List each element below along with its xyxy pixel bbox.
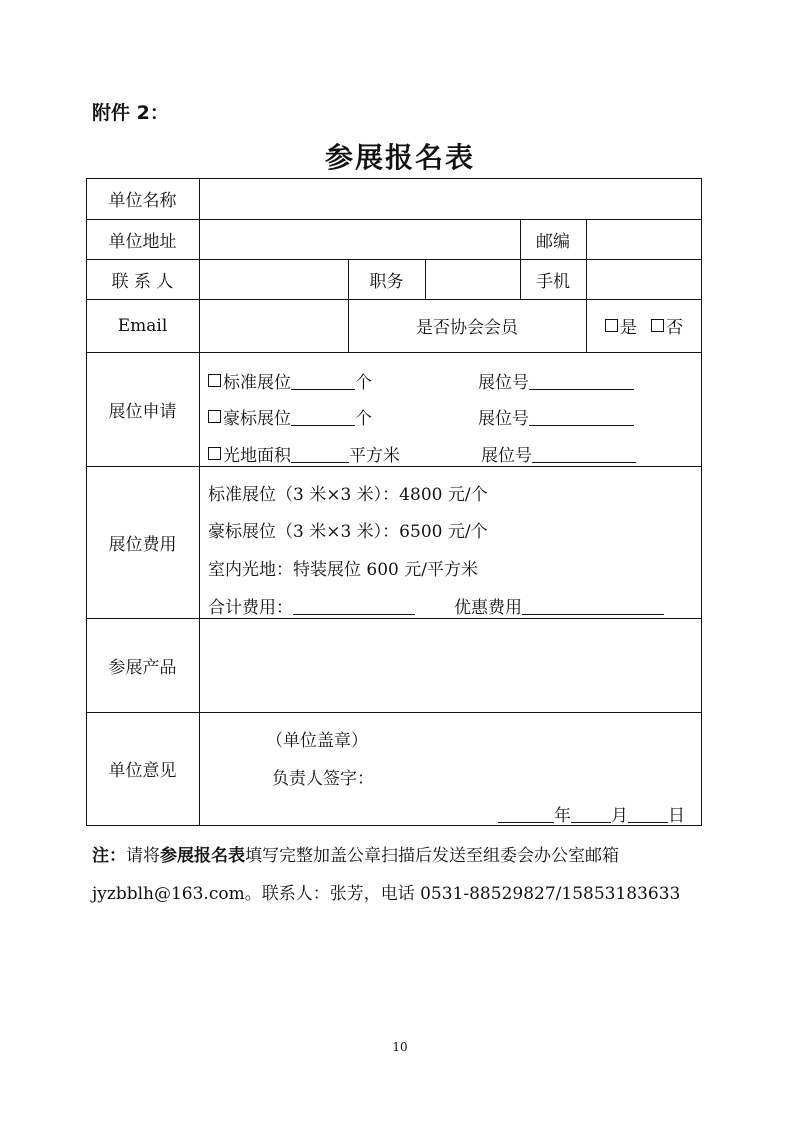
attachment-label: 附件 2： — [92, 102, 169, 124]
member-yes-label: 是 — [620, 318, 637, 338]
postcode-label: 邮编 — [536, 231, 570, 252]
email-field[interactable] — [200, 300, 347, 351]
unit-name-label: 单位名称 — [108, 191, 177, 211]
discount-row — [454, 593, 664, 618]
checkbox-icon[interactable] — [605, 319, 618, 332]
page-number: 10 — [392, 1040, 408, 1054]
booth-number-row — [481, 441, 636, 466]
exhibit-products-label: 参展产品 — [108, 657, 177, 678]
unit-address-label: 单位地址 — [108, 231, 177, 252]
booth-fee-label: 展位费用 — [108, 534, 177, 555]
booth-row-raw-space — [208, 441, 400, 466]
booth-number-row — [478, 368, 634, 393]
fee-line-deluxe: 豪标展位（3 米×3 米）：6500 元/个 — [208, 522, 488, 542]
checkbox-icon[interactable] — [208, 447, 221, 460]
unit-address-field[interactable] — [200, 220, 519, 258]
fee-line-raw-space: 室内光地：特装展位 600 元/平方米 — [208, 560, 478, 580]
note-form-name: 参展报名表 — [160, 846, 245, 866]
booth-number-label: 展位号 — [478, 409, 529, 429]
day-blank[interactable] — [628, 804, 668, 823]
booth-unit-label: 个 — [355, 409, 372, 429]
registration-form-table — [86, 178, 702, 826]
booth-apply-label: 展位申请 — [108, 401, 177, 422]
booth-row-standard — [208, 368, 372, 393]
mobile-field[interactable] — [587, 260, 700, 298]
postcode-field[interactable] — [587, 220, 700, 258]
checkbox-icon[interactable] — [208, 410, 221, 423]
booth-number-label: 展位号 — [478, 373, 529, 393]
booth-type-label: 标准展位 — [223, 373, 291, 393]
booth-area-blank[interactable] — [291, 444, 349, 463]
fee-total-row — [208, 593, 415, 618]
position-field[interactable] — [426, 260, 519, 298]
month-label: 月 — [611, 806, 628, 826]
booth-number-blank[interactable] — [529, 371, 634, 390]
booth-type-label: 豪标展位 — [223, 409, 291, 429]
day-label: 日 — [668, 806, 685, 826]
booth-unit-label: 个 — [355, 373, 372, 393]
member-question: 是否协会会员 — [416, 318, 518, 338]
exhibit-products-field[interactable] — [200, 619, 700, 711]
booth-number-blank[interactable] — [532, 444, 636, 463]
table-border-right — [701, 178, 702, 826]
note-line-2: jyzbblh@163.com。联系人：张芳，电话 0531-88529827/15853183633 — [92, 884, 681, 904]
checkbox-icon[interactable] — [651, 319, 664, 332]
checkbox-icon[interactable] — [208, 374, 221, 387]
booth-unit-label: 平方米 — [349, 446, 400, 466]
booth-number-blank[interactable] — [529, 407, 634, 426]
booth-number-row — [478, 404, 634, 429]
year-label: 年 — [554, 806, 571, 826]
month-blank[interactable] — [571, 804, 611, 823]
email-label: Email — [117, 315, 168, 336]
booth-count-blank[interactable] — [291, 371, 355, 390]
booth-number-label: 展位号 — [481, 446, 532, 466]
total-fee-blank[interactable] — [293, 596, 415, 615]
member-no-option[interactable] — [651, 313, 683, 338]
contact-person-label: 联 系 人 — [111, 271, 174, 292]
note-text: 请将 — [126, 846, 160, 866]
signature-label: 负责人签字： — [272, 769, 374, 789]
booth-row-deluxe — [208, 404, 372, 429]
seal-text: （单位盖章） — [266, 731, 368, 751]
member-options — [586, 299, 702, 352]
form-title: 参展报名表 — [324, 141, 475, 174]
unit-opinion-label: 单位意见 — [108, 761, 177, 781]
position-label: 职务 — [369, 271, 404, 292]
booth-count-blank[interactable] — [291, 407, 355, 426]
member-no-label: 否 — [666, 318, 683, 338]
booth-type-label: 光地面积 — [223, 446, 291, 466]
unit-name-field[interactable] — [200, 179, 700, 218]
contact-person-field[interactable] — [200, 260, 347, 298]
discount-fee-label: 优惠费用 — [454, 598, 522, 618]
date-row — [498, 801, 685, 826]
note-prefix: 注： — [92, 846, 126, 866]
mobile-label: 手机 — [536, 271, 570, 292]
discount-fee-blank[interactable] — [522, 596, 664, 615]
member-yes-option[interactable] — [605, 313, 637, 338]
fee-line-standard: 标准展位（3 米×3 米）：4800 元/个 — [208, 485, 488, 505]
year-blank[interactable] — [498, 804, 554, 823]
note-text: 填写完整加盖公章扫描后发送至组委会办公室邮箱 — [245, 846, 619, 866]
note-line-1 — [92, 841, 619, 866]
total-fee-label: 合计费用： — [208, 598, 293, 618]
